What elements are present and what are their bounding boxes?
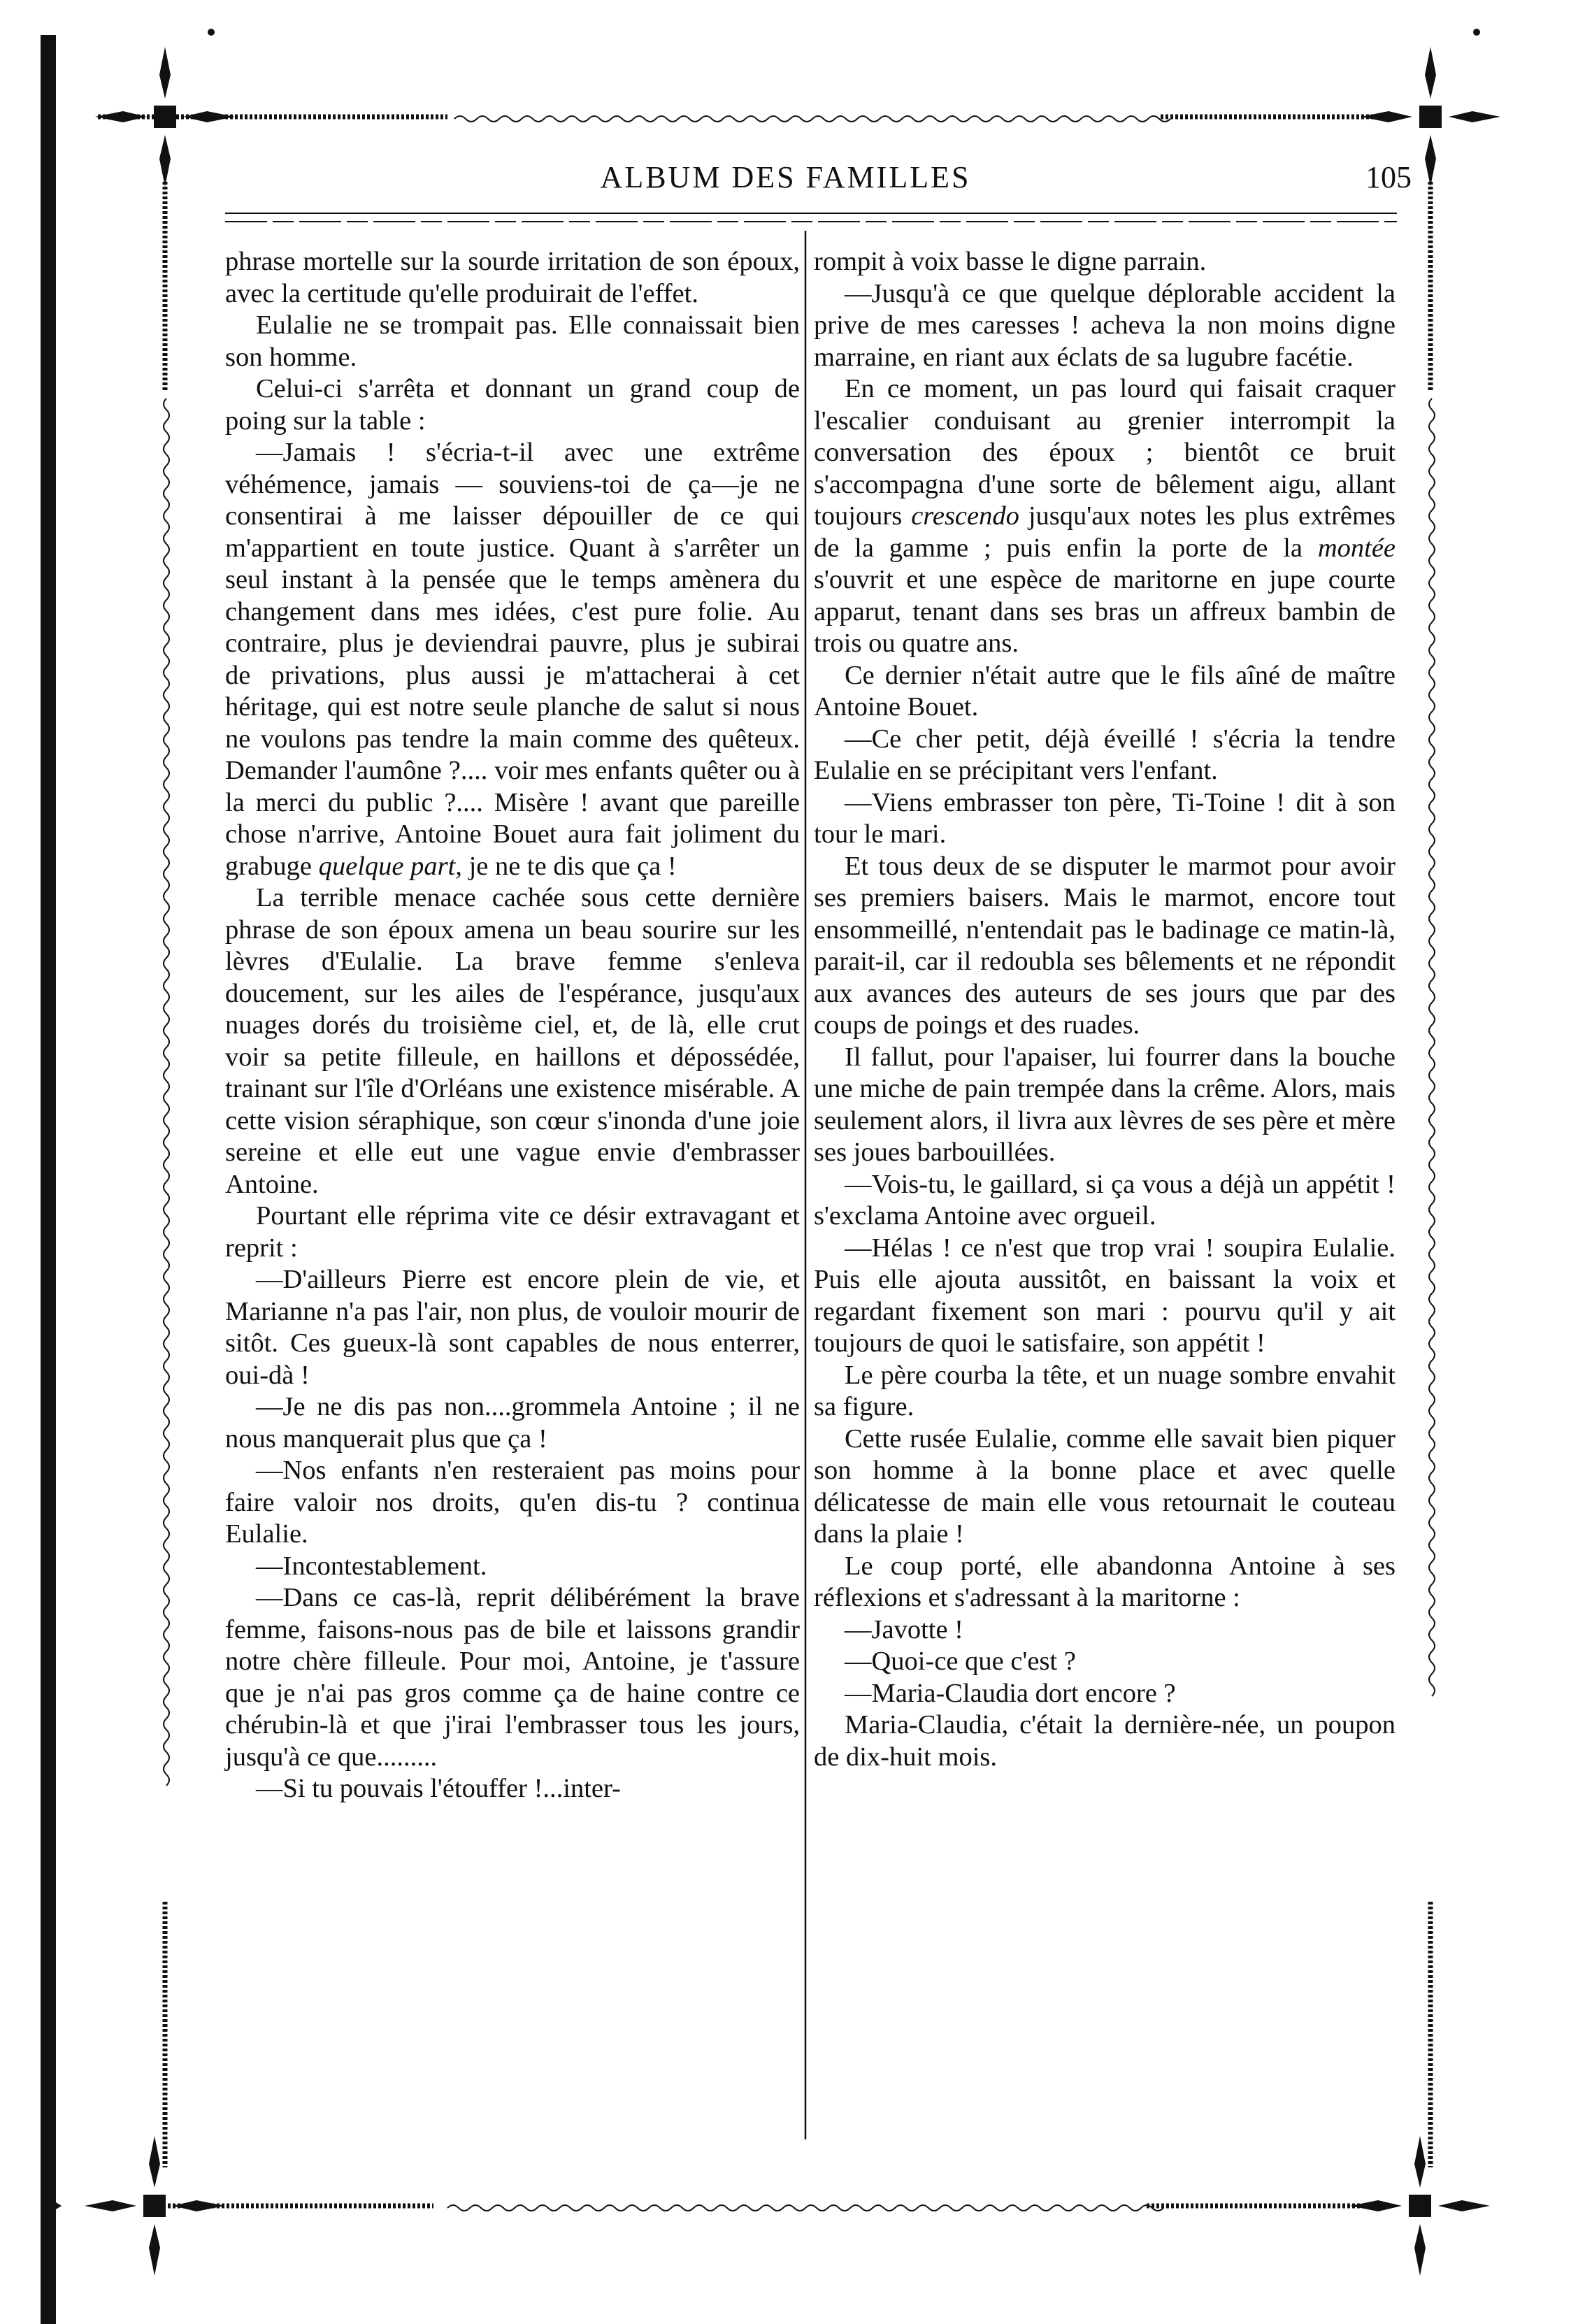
paragraph: Il fallut, pour l'apaiser, lui fourrer dans la bouche une miche de pain trempée dans la crême. Alors, mais seulement alors, il livra aux lèvres de ses père et mère ses joues barbouillées. — [814, 1042, 1396, 1167]
paragraph: Et tous deux de se disputer le marmot pour avoir ses premiers baisers. Mais le marmot, encore tout ensommeillé, n'entendait pas le badinage ce matin-là, parait-il, car il redoubla ses bêlements et ne répondit aux avances des auteurs de ses jours que par des coups de poings et des ruades. — [814, 851, 1396, 1040]
paragraph: Le coup porté, elle abandonna Antoine à ses réflexions et s'adressant à la maritorne : — [814, 1551, 1396, 1612]
paragraph: —Je ne dis pas non....grommela Antoine ; il ne nous manquerait plus que ça ! — [225, 1392, 800, 1454]
paragraph — [225, 437, 800, 882]
paragraph: —Hélas ! ce n'est que trop vrai ! soupira Eulalie. Puis elle ajouta aussitôt, en baissant la voix et regardant fixement son mari : pourvu qu'il y ait toujours de quoi le satisfaire, son appétit ! — [814, 1233, 1396, 1358]
paragraph: —Dans ce cas-là, reprit délibérément la brave femme, faisons-nous pas de bile et laissons grandir notre chère filleule. Pour moi, Antoine, je t'assure que je n'ai pas gros comme ça de haine contre ce chérubin-là et que j'irai l'embrasser tous les jours, jusqu'à ce que......... — [225, 1583, 800, 1772]
paragraph: Eulalie ne se trompait pas. Elle connaissait bien son homme. — [225, 310, 800, 372]
italic-text: montée — [1317, 533, 1396, 563]
left-border-wavy — [164, 399, 169, 1786]
paragraph: Pourtant elle réprima vite ce désir extravagant et reprit : — [225, 1201, 800, 1263]
right-border-wavy — [1429, 399, 1435, 1696]
italic-text: crescendo — [911, 501, 1019, 531]
corner-ornament-bottom-right — [1350, 2136, 1490, 2276]
left-thick-bar — [41, 35, 56, 2324]
paragraph: phrase mortelle sur la sourde irritation de son époux, avec la certitude qu'elle produirait de l'effet. — [225, 247, 800, 308]
paragraph: Maria-Claudia, c'était la dernière-née, un poupon de dix-huit mois. — [814, 1710, 1396, 1772]
paragraph — [814, 373, 1396, 660]
paragraph: Celui-ci s'arrêta et donnant un grand coup de poing sur la table : — [225, 374, 800, 436]
paragraph: —Si tu pouvais l'étouffer !...inter- — [256, 1774, 621, 1803]
text-run: —Jamais ! s'écria-t-il avec une extrême véhémence, jamais — souviens-toi de ça—je ne consentirai à me laisser dépouiller de ce qui m'appartient en toute justice. Quant à s'arrêter un seul instant à la pensée que le temps amènera du changement dans mes idées, c'est pure folie. Au contraire, plus je deviendrai pauvre, plus je subirai de privations, plus aussi je m'attacherai à cet héritage, qui est notre seule planche de salut si nous ne voulons pas tendre la main comme des quêteux. Demander l'aumône ?.... voir mes enfants quêter ou à la merci du public ?.... Misère ! avant que pareille chose n'arrive, Antoine Bouet aura fait joliment du grabuge — [225, 438, 800, 881]
paragraph: Ce dernier n'était autre que le fils aîné de maître Antoine Bouet. — [814, 660, 1396, 722]
paragraph: Le père courba la tête, et un nuage sombre envahit sa figure. — [814, 1360, 1396, 1421]
bottom-rule-wavy — [447, 2205, 1163, 2211]
text-run: je ne te dis que ça ! — [461, 851, 677, 881]
paragraph: —Vois-tu, le gaillard, si ça vous a déjà un appétit ! s'exclama Antoine avec orgueil. — [814, 1169, 1396, 1231]
top-rule-wavy — [454, 116, 1170, 122]
text-run: s'ouvrit et une espèce de maritorne en jupe courte apparut, tenant dans ses bras un affreux bambin de trois ou quatre ans. — [814, 565, 1396, 658]
text-column-left — [225, 246, 800, 1805]
paragraph: La terrible menace cachée sous cette dernière phrase de son époux amena un beau sourire sur les lèvres d'Eulalie. La brave femme s'enleva doucement, sur les ailes de l'espérance, jusqu'aux nuages dorés du troisième ciel, et, de là, elle crut voir sa petite filleule, en haillons et dépossédée, trainant sur l'île d'Orléans une existence misérable. A cette vision séraphique, son cœur s'inonda d'une joie sereine et elle eut une vague envie d'embrasser Antoine. — [225, 883, 800, 1199]
paragraph: —Jusqu'à ce que quelque déplorable accident la prive de mes caresses ! acheva la non moins digne marraine, en riant aux éclats de sa lugubre facétie. — [814, 278, 1396, 372]
page-number: 105 — [1365, 160, 1412, 194]
paragraph: —Javotte ! — [845, 1614, 963, 1644]
paragraph: —Nos enfants n'en resteraient pas moins pour faire valoir nos droits, qu'en dis-tu ? continua Eulalie. — [225, 1456, 800, 1549]
paragraph: —Quoi-ce que c'est ? — [845, 1647, 1076, 1676]
paragraph: —Incontestablement. — [256, 1551, 487, 1581]
text-run: jusqu'aux notes les plus extrêmes de la gamme ; puis enfin la porte de la — [814, 501, 1396, 563]
corner-ornament-bottom-left — [85, 2136, 224, 2276]
text-column-right — [814, 246, 1396, 1773]
paragraph: Cette rusée Eulalie, comme elle savait bien piquer son homme à la bonne place et avec quelle délicatesse de main elle vous retournait le couteau dans la plaie ! — [814, 1423, 1396, 1549]
dot-top-left — [208, 29, 215, 36]
italic-text: quelque part, — [318, 851, 462, 881]
text-run: En ce moment, un pas lourd qui faisait craquer l'escalier conduisant au grenier interrompit la conversation des époux ; bientôt ce bruit s'accompagna d'une sorte de bêlement aigu, allant toujours — [814, 374, 1396, 531]
paragraph: —D'ailleurs Pierre est encore plein de vie, et Marianne n'a pas l'air, non plus, de vouloir mourir de sitôt. Ces gueux-là sont capables de nous enterrer, oui-dà ! — [225, 1265, 800, 1390]
running-header-title: ALBUM DES FAMILLES — [600, 160, 971, 194]
paragraph: —Ce cher petit, déjà éveillé ! s'écria la tendre Eulalie en se précipitant vers l'enfant. — [814, 724, 1396, 785]
paragraph: —Viens embrasser ton père, Ti-Toine ! dit à son tour le mari. — [814, 787, 1396, 849]
paragraph: —Maria-Claudia dort encore ? — [845, 1678, 1176, 1708]
dot-top-right — [1473, 29, 1480, 36]
paragraph: rompit à voix basse le digne parrain. — [814, 247, 1207, 276]
